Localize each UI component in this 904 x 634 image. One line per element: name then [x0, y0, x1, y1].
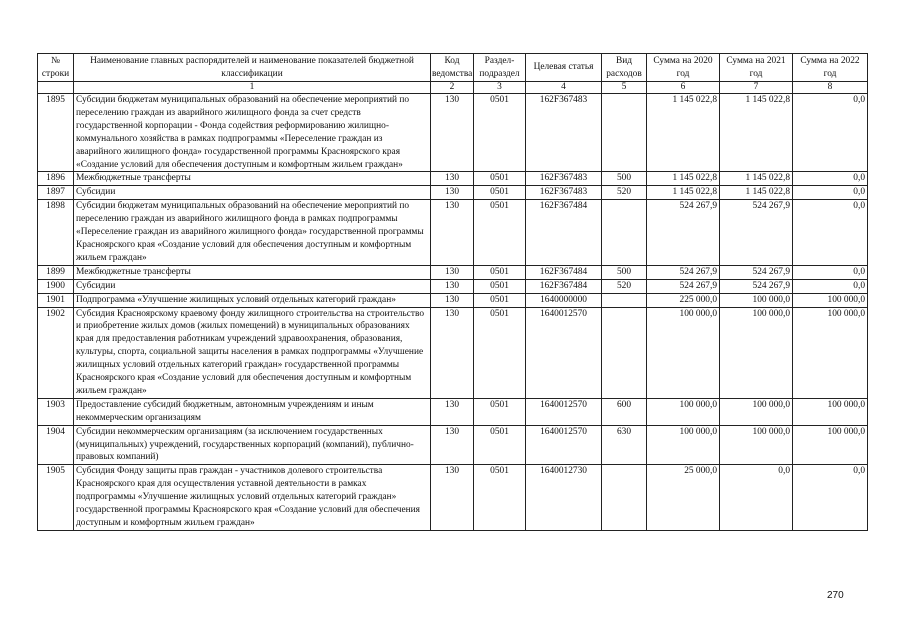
row-sum-2020: 524 267,9: [647, 200, 720, 266]
header-type: Вид расходов: [602, 54, 647, 82]
row-sum-2022: 0,0: [793, 94, 868, 172]
row-sum-2020: 225 000,0: [647, 293, 720, 307]
row-name: Межбюджетные трансферты: [74, 265, 431, 279]
page-number: 270: [827, 590, 844, 601]
row-code: 130: [431, 94, 474, 172]
row-sum-2022: 0,0: [793, 186, 868, 200]
row-type: 500: [602, 265, 647, 279]
row-number: 1904: [38, 425, 74, 465]
table-row: [38, 307, 868, 398]
row-type: [602, 307, 647, 398]
row-number: 1897: [38, 186, 74, 200]
row-sum-2022: 0,0: [793, 265, 868, 279]
row-type: [602, 293, 647, 307]
row-section: 0501: [474, 172, 526, 186]
row-name: Субсидии бюджетам муниципальных образований на обеспечение мероприятий по переселению граждан из аварийного жилищного фонда в рамках подпрограммы «Переселение граждан из аварийного жилищного фонда» государственной программы Красноярского края «Создание условий для обеспечения доступным и комфортным жильем граждан»: [74, 200, 431, 266]
row-code: 130: [431, 307, 474, 398]
row-code: 130: [431, 186, 474, 200]
colnum-cell: 4: [526, 82, 602, 94]
row-name: Межбюджетные трансферты: [74, 172, 431, 186]
row-target: 1640000000: [526, 293, 602, 307]
row-sum-2021: 524 267,9: [720, 279, 793, 293]
row-sum-2021: 524 267,9: [720, 265, 793, 279]
row-sum-2021: 100 000,0: [720, 398, 793, 425]
table-row: [38, 293, 868, 307]
row-code: 130: [431, 465, 474, 531]
row-section: 0501: [474, 425, 526, 465]
row-target: 162F367483: [526, 172, 602, 186]
row-number: 1903: [38, 398, 74, 425]
row-type: [602, 94, 647, 172]
row-sum-2021: 1 145 022,8: [720, 186, 793, 200]
row-sum-2021: 100 000,0: [720, 425, 793, 465]
row-sum-2022: 100 000,0: [793, 425, 868, 465]
row-code: 130: [431, 398, 474, 425]
row-sum-2021: 1 145 022,8: [720, 94, 793, 172]
row-name: Субсидии некоммерческим организациям (за исключением государственных (муниципальных) учреждений, государственных корпораций (компаний), публично-правовых компаний): [74, 425, 431, 465]
row-sum-2021: 0,0: [720, 465, 793, 531]
row-target: 162F367484: [526, 265, 602, 279]
header-target: Целевая статья: [526, 54, 602, 82]
row-type: [602, 200, 647, 266]
row-target: 162F367484: [526, 279, 602, 293]
row-sum-2020: 1 145 022,8: [647, 172, 720, 186]
header-sum-2020: Сумма на 2020 год: [647, 54, 720, 82]
row-sum-2021: 1 145 022,8: [720, 172, 793, 186]
row-number: 1899: [38, 265, 74, 279]
row-number: 1901: [38, 293, 74, 307]
row-sum-2022: 0,0: [793, 200, 868, 266]
colnum-cell: [38, 82, 74, 94]
colnum-cell: 1: [74, 82, 431, 94]
row-type: 600: [602, 398, 647, 425]
row-name: Субсидии бюджетам муниципальных образований на обеспечение мероприятий по переселению граждан из аварийного жилищного фонда за счет средств государственной корпорации - Фонда содействия реформированию жилищно-коммунального хозяйства в рамках подпрограммы «Переселение граждан из аварийного жилищного фонда» государственной программы Красноярского края «Создание условий для обеспечения доступным и комфортным жильем граждан»: [74, 94, 431, 172]
header-section: Раздел-подраздел: [474, 54, 526, 82]
row-number: 1896: [38, 172, 74, 186]
row-type: 630: [602, 425, 647, 465]
row-type: 520: [602, 279, 647, 293]
row-name: Субсидии: [74, 186, 431, 200]
row-sum-2021: 100 000,0: [720, 307, 793, 398]
table-row: [38, 398, 868, 425]
row-sum-2022: 100 000,0: [793, 398, 868, 425]
row-sum-2022: 100 000,0: [793, 293, 868, 307]
table-row: [38, 265, 868, 279]
row-section: 0501: [474, 279, 526, 293]
row-sum-2020: 100 000,0: [647, 425, 720, 465]
row-sum-2020: 25 000,0: [647, 465, 720, 531]
row-code: 130: [431, 279, 474, 293]
row-target: 1640012570: [526, 425, 602, 465]
row-number: 1905: [38, 465, 74, 531]
colnum-cell: 5: [602, 82, 647, 94]
row-code: 130: [431, 172, 474, 186]
row-sum-2021: 524 267,9: [720, 200, 793, 266]
row-target: 162F367484: [526, 200, 602, 266]
row-section: 0501: [474, 398, 526, 425]
row-type: 500: [602, 172, 647, 186]
row-section: 0501: [474, 94, 526, 172]
column-number-row: [38, 82, 868, 94]
row-sum-2022: 0,0: [793, 465, 868, 531]
row-section: 0501: [474, 200, 526, 266]
header-name: Наименование главных распорядителей и наименование показателей бюджетной классификации: [74, 54, 431, 82]
table-row: [38, 172, 868, 186]
row-type: 520: [602, 186, 647, 200]
row-sum-2022: 100 000,0: [793, 307, 868, 398]
header-sum-2021: Сумма на 2021 год: [720, 54, 793, 82]
row-section: 0501: [474, 293, 526, 307]
row-target: 1640012570: [526, 398, 602, 425]
table-row: [38, 200, 868, 266]
row-name: Субсидия Фонду защиты прав граждан - участников долевого строительства Красноярского края для осуществления уставной деятельности в рамках подпрограммы «Улучшение жилищных условий отдельных категорий граждан» государственной программы Красноярского края «Создание условий для обеспечения доступным и комфортным жильем граждан»: [74, 465, 431, 531]
row-number: 1895: [38, 94, 74, 172]
row-section: 0501: [474, 186, 526, 200]
row-name: Подпрограмма «Улучшение жилищных условий отдельных категорий граждан»: [74, 293, 431, 307]
row-code: 130: [431, 200, 474, 266]
colnum-cell: 2: [431, 82, 474, 94]
row-target: 162F367483: [526, 186, 602, 200]
table-row: [38, 186, 868, 200]
row-code: 130: [431, 265, 474, 279]
header-num: № строки: [38, 54, 74, 82]
row-sum-2022: 0,0: [793, 279, 868, 293]
row-section: 0501: [474, 265, 526, 279]
row-name: Субсидия Красноярскому краевому фонду жилищного строительства на строительство и приобретение жилых домов (жилых помещений) в муниципальных образованиях края для предоставления работникам учреждений здравоохранения, образования, культуры, спорта, социальной защиты населения в рамках подпрограммы «Улучшение жилищных условий отдельных категорий граждан» государственной программы Красноярского края «Создание условий для обеспечения доступным и комфортным жильем граждан»: [74, 307, 431, 398]
row-sum-2021: 100 000,0: [720, 293, 793, 307]
row-type: [602, 465, 647, 531]
table-row: [38, 94, 868, 172]
colnum-cell: 7: [720, 82, 793, 94]
row-code: 130: [431, 425, 474, 465]
table-row: [38, 425, 868, 465]
row-target: 1640012730: [526, 465, 602, 531]
header-sum-2022: Сумма на 2022 год: [793, 54, 868, 82]
row-section: 0501: [474, 307, 526, 398]
table-row: [38, 279, 868, 293]
row-sum-2020: 1 145 022,8: [647, 186, 720, 200]
row-sum-2020: 100 000,0: [647, 307, 720, 398]
row-code: 130: [431, 293, 474, 307]
row-sum-2020: 100 000,0: [647, 398, 720, 425]
row-number: 1898: [38, 200, 74, 266]
row-number: 1902: [38, 307, 74, 398]
row-name: Субсидии: [74, 279, 431, 293]
row-sum-2020: 524 267,9: [647, 265, 720, 279]
colnum-cell: 8: [793, 82, 868, 94]
row-section: 0501: [474, 465, 526, 531]
colnum-cell: 6: [647, 82, 720, 94]
row-name: Предоставление субсидий бюджетным, автономным учреждениям и иным некоммерческим организациям: [74, 398, 431, 425]
header-row: [38, 54, 868, 82]
row-sum-2020: 1 145 022,8: [647, 94, 720, 172]
row-sum-2020: 524 267,9: [647, 279, 720, 293]
header-code: Код ведомства: [431, 54, 474, 82]
row-target: 1640012570: [526, 307, 602, 398]
colnum-cell: 3: [474, 82, 526, 94]
row-target: 162F367483: [526, 94, 602, 172]
row-number: 1900: [38, 279, 74, 293]
table-row: [38, 465, 868, 531]
budget-table: [37, 53, 868, 531]
row-sum-2022: 0,0: [793, 172, 868, 186]
